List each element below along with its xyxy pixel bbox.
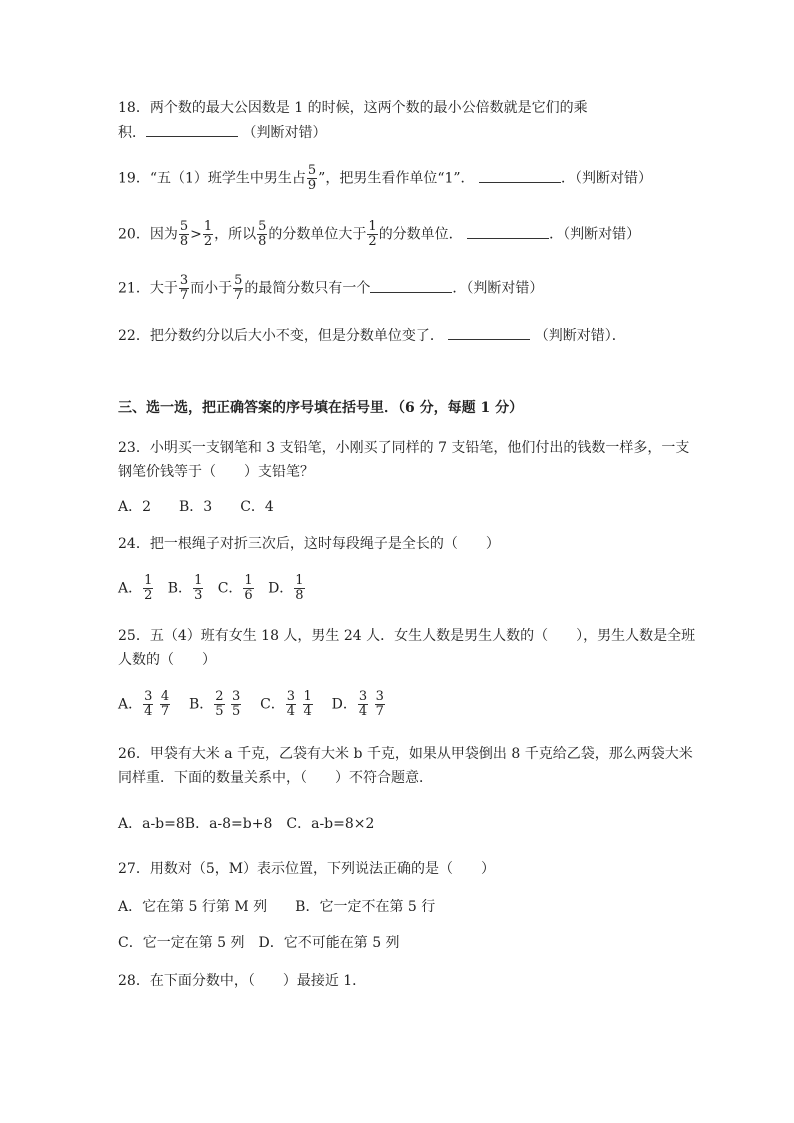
q21-judge-label: ．（判断对错） [452,280,544,297]
q19-text-a: 19．“五（1）班学生中男生占 [118,170,306,187]
q21-text-c: 的最简分数只有一个 [244,280,371,297]
q21-text-a: 21．大于 [118,280,178,297]
q22-judge-label: （判断对错）． [534,328,626,344]
q21-text-b: 而小于 [190,280,233,297]
option-a: A． $\frac{1}{2}$ [118,573,153,603]
option-c: C． $\frac{3}{4}$ $\frac{1}{4}$ [260,689,312,719]
question-18-line1: 18．两个数的最大公因数是 1 的时候，这两个数的最小公倍数就是它们的乘 [118,100,588,116]
option-d: D． $\frac{1}{8}$ [268,573,304,603]
answer-blank[interactable] [467,224,549,239]
q20-text-a: 20．因为 [118,226,178,243]
fraction: $\frac{1}{2}$ [203,219,213,249]
fraction: $\frac{1}{2}$ [368,219,377,249]
section-3-heading: 三、选一选，把正确答案的序号填在括号里．（6 分，每题 1 分） [118,400,524,416]
fraction: $\frac{5}{8}$ [179,219,189,249]
question-24: 24．把一根绳子对折三次后，这时每段绳子是全长的（ ） [118,536,500,552]
fraction: $\frac{5}{9}$ [307,163,317,193]
question-22 [118,325,626,346]
q20-text-b: ，所以 [214,226,257,243]
question-28: 28．在下面分数中，（ ）最接近 1． [118,973,367,989]
option-d: D． $\frac{3}{4}$ $\frac{3}{7}$ [331,689,384,719]
question-25-options [118,690,386,719]
question-18-line2 [118,122,326,143]
question-27-options-cd: C．它一定在第 5 列 D．它不可能在第 5 列 [118,935,400,951]
option-a: A． $\frac{3}{4}$ $\frac{4}{7}$ [118,689,170,719]
q19-text-b: ”，把男生看作单位“1”． [318,170,475,187]
q19-judge-label: ．（判断对错） [561,170,653,187]
question-24-options [118,574,306,603]
answer-blank[interactable] [370,278,452,293]
q22-text: 22．把分数约分以后大小不变，但是分数单位变了． [118,328,444,344]
question-19 [118,164,652,193]
option-c: C． $\frac{1}{6}$ [217,573,253,603]
question-26-line1: 26．甲袋有大米 a 千克，乙袋有大米 b 千克，如果从甲袋倒出 8 千克给乙袋，那么两袋大米 [118,746,693,762]
question-23-line1: 23．小明买一支钢笔和 3 支铅笔，小刚买了同样的 7 支铅笔，他们付出的钱数一样多，一支 [118,440,690,456]
fraction: $\frac{5}{8}$ [258,219,267,249]
question-25-line1: 25．五（4）班有女生 18 人，男生 24 人．女生人数是男生人数的（ ），男生人数是全班 [118,628,696,644]
question-27-options-ab: A．它在第 5 行第 M 列 B．它一定不在第 5 行 [118,899,436,915]
q18-judge-label: （判断对错） [242,125,327,141]
question-26-line2: 同样重．下面的数量关系中，（ ）不符合题意． [118,770,433,786]
question-25-line2: 人数的（ ） [118,652,216,668]
q20-judge-label: ．（判断对错） [549,226,641,243]
greater-than-sign: > [190,226,202,243]
question-26-options: A．a-b=8B．a-8=b+8 C．a-b=8×2 [118,816,375,832]
question-27: 27．用数对（5，M）表示位置，下列说法正确的是（ ） [118,861,496,877]
fraction: $\frac{5}{7}$ [234,273,243,303]
question-21 [118,274,543,303]
answer-blank[interactable] [146,122,238,137]
answer-blank[interactable] [479,168,561,183]
answer-blank[interactable] [448,325,530,340]
q20-text-d: 的分数单位． [378,226,463,243]
question-23-line2: 钢笔价钱等于（ ）支铅笔？ [118,464,314,480]
question-20 [118,220,640,249]
q18-text: 积． [118,125,146,141]
option-b: B． $\frac{2}{5}$ $\frac{3}{5}$ [188,689,241,719]
q20-text-c: 的分数单位大于 [268,226,367,243]
option-b: B． $\frac{1}{3}$ [167,573,203,603]
question-23-options: A．2 B．3 C．4 [118,499,274,515]
fraction: $\frac{3}{7}$ [179,273,189,303]
